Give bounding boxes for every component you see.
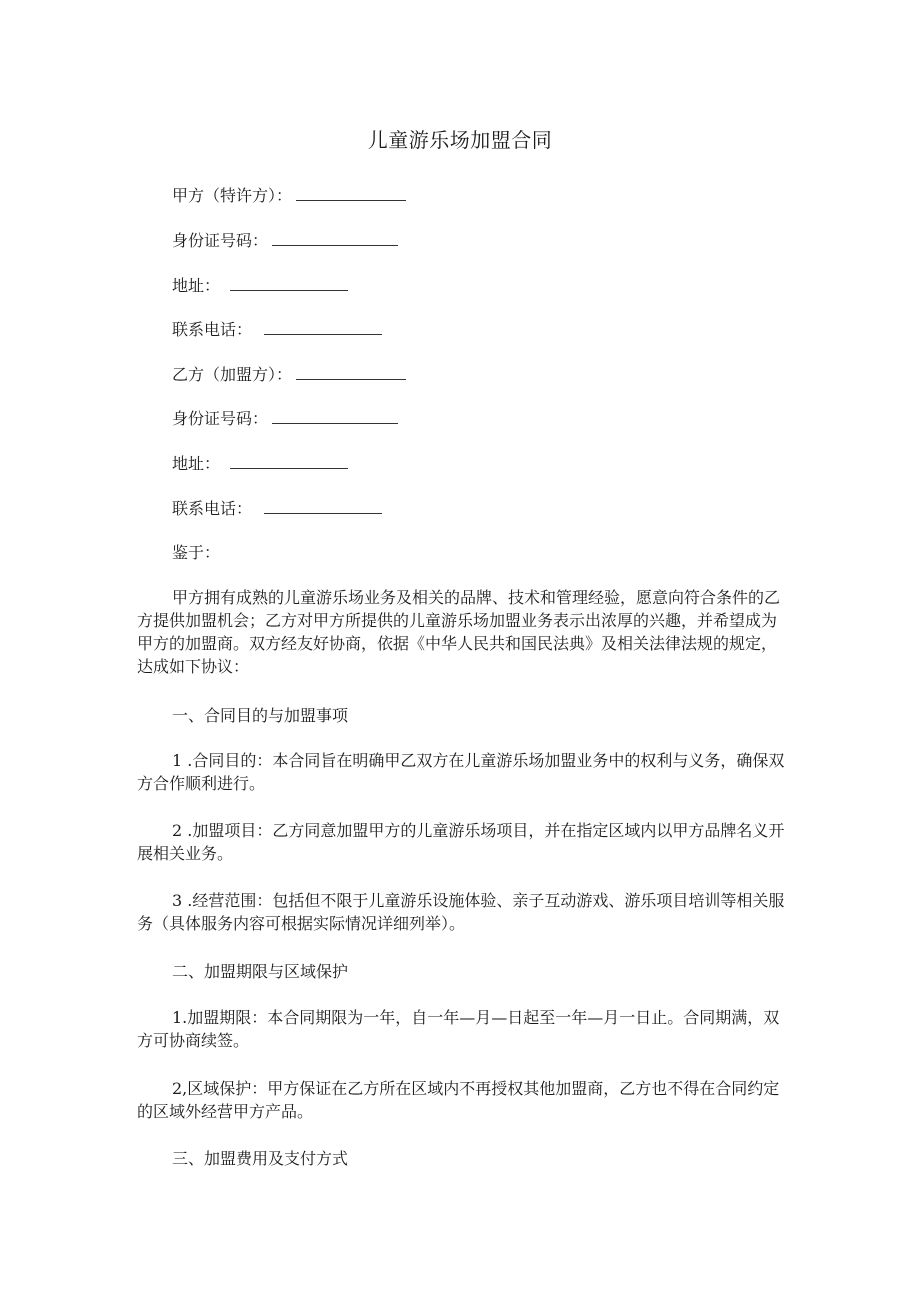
section-2-item-1-text: 1.加盟期限：本合同期限为一年，自一年—月—日起至一年—月一日止。合同期满，双方可协商续签。 [137, 1008, 780, 1050]
party-a-id-label: 身份证号码： [172, 231, 269, 250]
section-1-heading: 一、合同目的与加盟事项 [172, 706, 349, 725]
party-a-phone-field [172, 318, 382, 342]
party-a-name-label: 甲方（特许方）： [172, 186, 293, 205]
party-b-id-blank [272, 407, 398, 424]
section-1-item-3 [137, 889, 787, 935]
section-2-item-2 [137, 1077, 787, 1123]
party-b-name-label: 乙方（加盟方）： [172, 365, 293, 384]
party-b-phone-label: 联系电话： [172, 499, 253, 518]
party-b-id-field [172, 407, 398, 431]
party-a-phone-blank [264, 318, 382, 335]
party-a-name-field [172, 184, 406, 208]
party-b-phone-blank [264, 497, 382, 514]
party-a-id-field [172, 229, 398, 253]
whereas-label: 鉴于： [172, 543, 221, 562]
party-b-address-blank [230, 452, 348, 469]
section-1-item-3-text: 3 .经营范围：包括但不限于儿童游乐设施体验、亲子互动游戏、游乐项目培训等相关服务（具体服务内容可根据实际情况详细列举）。 [137, 891, 785, 933]
party-b-id-label: 身份证号码： [172, 409, 269, 428]
section-1-item-1-text: 1 .合同目的：本合同旨在明确甲乙双方在儿童游乐场加盟业务中的权利与义务，确保双方合作顺利进行。 [137, 751, 785, 793]
party-b-phone-field [172, 497, 382, 521]
document-title: 儿童游乐场加盟合同 [367, 128, 553, 152]
section-2-heading: 二、加盟期限与区域保护 [172, 962, 349, 981]
party-b-name-blank [296, 363, 406, 380]
section-1-item-1 [137, 749, 787, 795]
section-2-item-1 [137, 1006, 787, 1052]
party-a-address-blank [230, 274, 348, 291]
party-a-id-blank [272, 229, 398, 246]
section-1-item-2 [137, 819, 787, 865]
party-a-name-blank [296, 184, 406, 201]
party-b-address-field [172, 452, 348, 476]
section-1-item-2-text: 2 .加盟项目：乙方同意加盟甲方的儿童游乐场项目，并在指定区域内以甲方品牌名义开展相关业务。 [137, 821, 785, 863]
section-3-heading: 三、加盟费用及支付方式 [172, 1149, 349, 1168]
preamble-text: 甲方拥有成熟的儿童游乐场业务及相关的品牌、技术和管理经验，愿意向符合条件的乙方提供加盟机会；乙方对甲方所提供的儿童游乐场加盟业务表示出浓厚的兴趣，并希望成为甲方的加盟商。双方经友好协商，依据《中华人民共和国民法典》及相关法律法规的规定，达成如下协议： [137, 588, 781, 676]
party-a-phone-label: 联系电话： [172, 320, 253, 339]
party-a-address-field [172, 274, 348, 298]
section-2-item-2-text: 2,区域保护：甲方保证在乙方所在区域内不再授权其他加盟商，乙方也不得在合同约定的区域外经营甲方产品。 [137, 1079, 780, 1121]
party-b-name-field [172, 363, 406, 387]
party-a-address-label: 地址： [172, 276, 221, 295]
preamble-paragraph [137, 586, 787, 678]
party-b-address-label: 地址： [172, 454, 221, 473]
